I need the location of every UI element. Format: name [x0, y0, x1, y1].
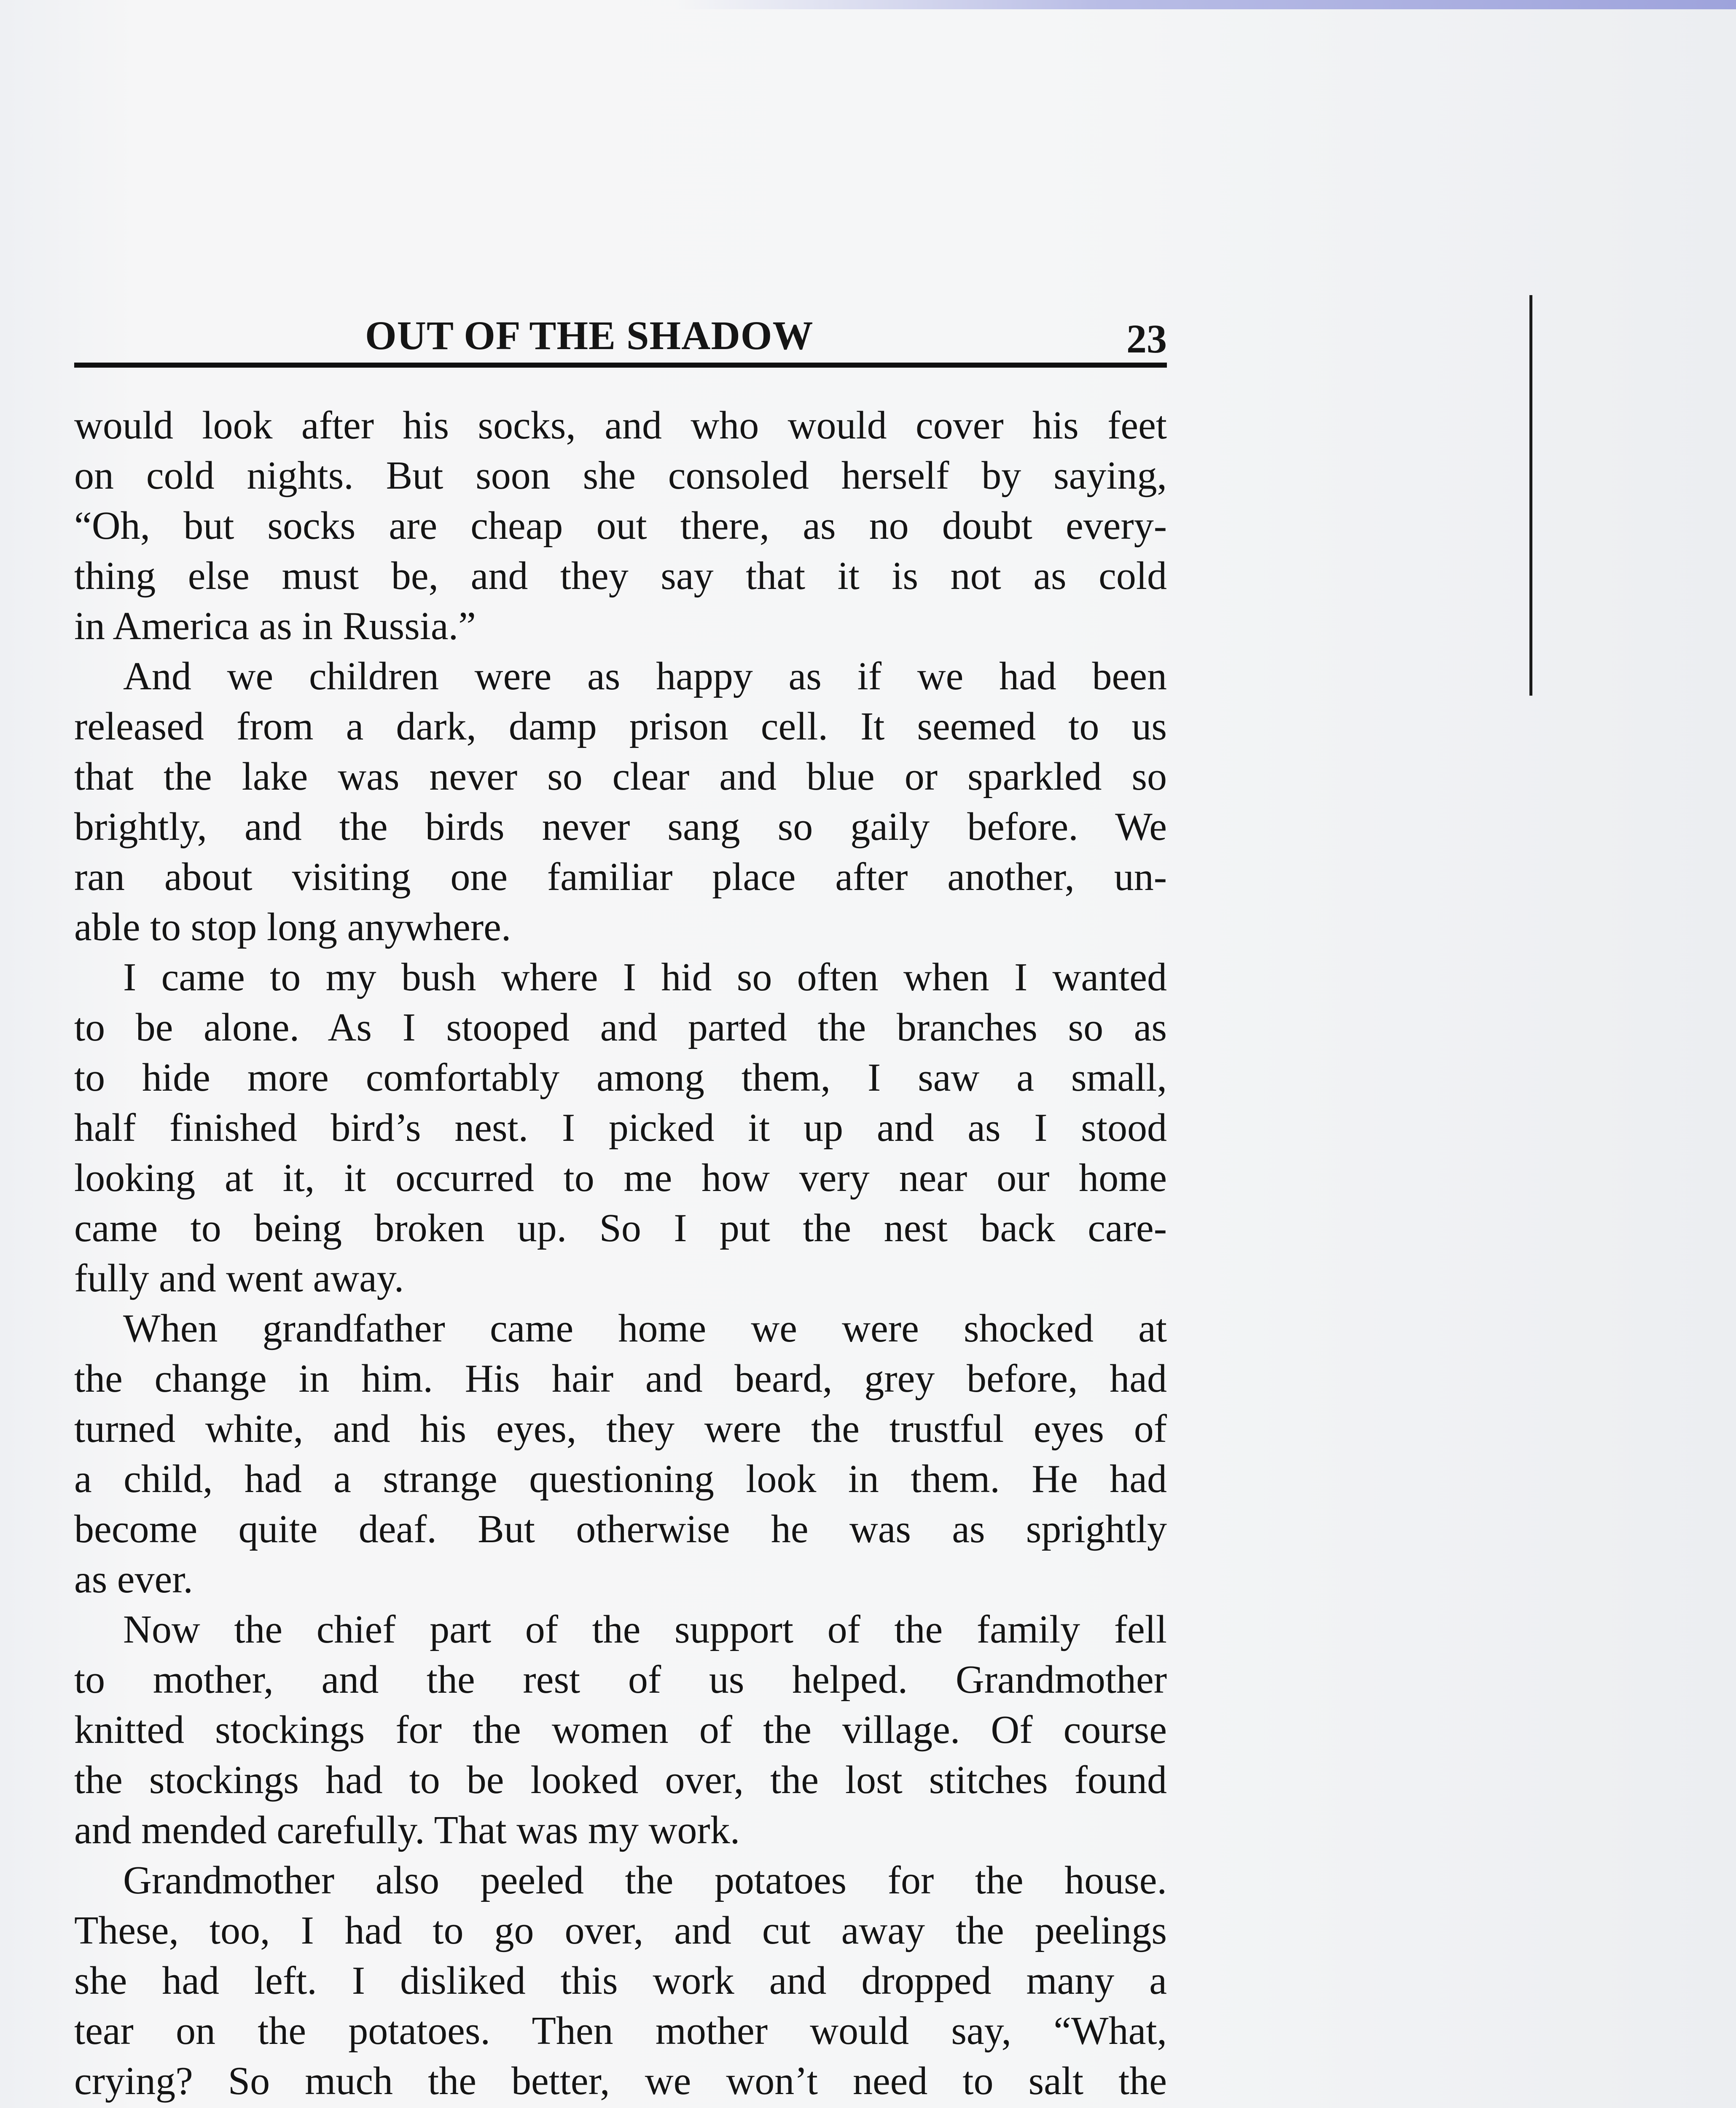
text-line: the change in him. His hair and beard, grey before, had [74, 1357, 1167, 1401]
text-line: tear on the potatoes. Then mother would say, “What, [74, 2009, 1167, 2053]
text-line: Grandmother also peeled the potatoes for the house. [123, 1858, 1167, 1902]
text-line: I came to my bush where I hid so often when I wanted [123, 955, 1167, 999]
text-line: to hide more comfortably among them, I saw a small, [74, 1056, 1167, 1100]
text-line: to mother, and the rest of us helped. Grandmother [74, 1658, 1167, 1702]
text-line: to be alone. As I stooped and parted the branches so as [74, 1006, 1167, 1049]
text-line: she had left. I disliked this work and dropped many a [74, 1959, 1167, 2003]
text-line: as ever. [74, 1557, 193, 1601]
text-line: came to being broken up. So I put the nest back care- [74, 1206, 1167, 1250]
text-line: turned white, and his eyes, they were the trustful eyes of [74, 1407, 1167, 1451]
text-line: fully and went away. [74, 1256, 404, 1300]
scan-edge-strip [675, 0, 1736, 9]
text-line: become quite deaf. But otherwise he was as sprightly [74, 1507, 1167, 1551]
text-line: a child, had a strange questioning look in them. He had [74, 1457, 1167, 1501]
text-line: able to stop long anywhere. [74, 905, 511, 949]
text-line: “Oh, but socks are cheap out there, as no doubt every- [74, 504, 1167, 548]
text-line: When grandfather came home we were shocked at [123, 1307, 1167, 1350]
text-line: and mended carefully. That was my work. [74, 1808, 740, 1852]
text-line: These, too, I had to go over, and cut away the peelings [74, 1909, 1167, 1952]
header-rule [74, 363, 1167, 368]
text-line: looking at it, it occurred to me how very near our home [74, 1156, 1167, 1200]
body-text [74, 401, 1167, 2106]
text-line: half finished bird’s nest. I picked it up and as I stood [74, 1106, 1167, 1150]
text-line: released from a dark, damp prison cell. It seemed to us [74, 704, 1167, 748]
text-line: on cold nights. But soon she consoled herself by saying, [74, 454, 1167, 497]
running-head [74, 295, 1167, 367]
text-line: in America as in Russia.” [74, 604, 476, 648]
text-line: Now the chief part of the support of the family fell [123, 1608, 1167, 1651]
text-line: would look after his socks, and who would cover his feet [74, 403, 1167, 447]
gutter-rule [1529, 295, 1532, 696]
text-line: crying? So much the better, we won’t need to salt the [74, 2059, 1167, 2103]
text-line: the stockings had to be looked over, the lost stitches found [74, 1758, 1167, 1802]
text-line: And we children were as happy as if we had been [123, 654, 1167, 698]
text-line: thing else must be, and they say that it is not as cold [74, 554, 1167, 598]
running-title: OUT OF THE SHADOW [365, 313, 814, 358]
text-line: ran about visiting one familiar place after another, un- [74, 855, 1167, 899]
text-line: knitted stockings for the women of the village. Of course [74, 1708, 1167, 1752]
text-line: brightly, and the birds never sang so gaily before. We [74, 805, 1167, 849]
page-number: 23 [1126, 316, 1167, 361]
text-line: that the lake was never so clear and blue or sparkled so [74, 755, 1167, 799]
